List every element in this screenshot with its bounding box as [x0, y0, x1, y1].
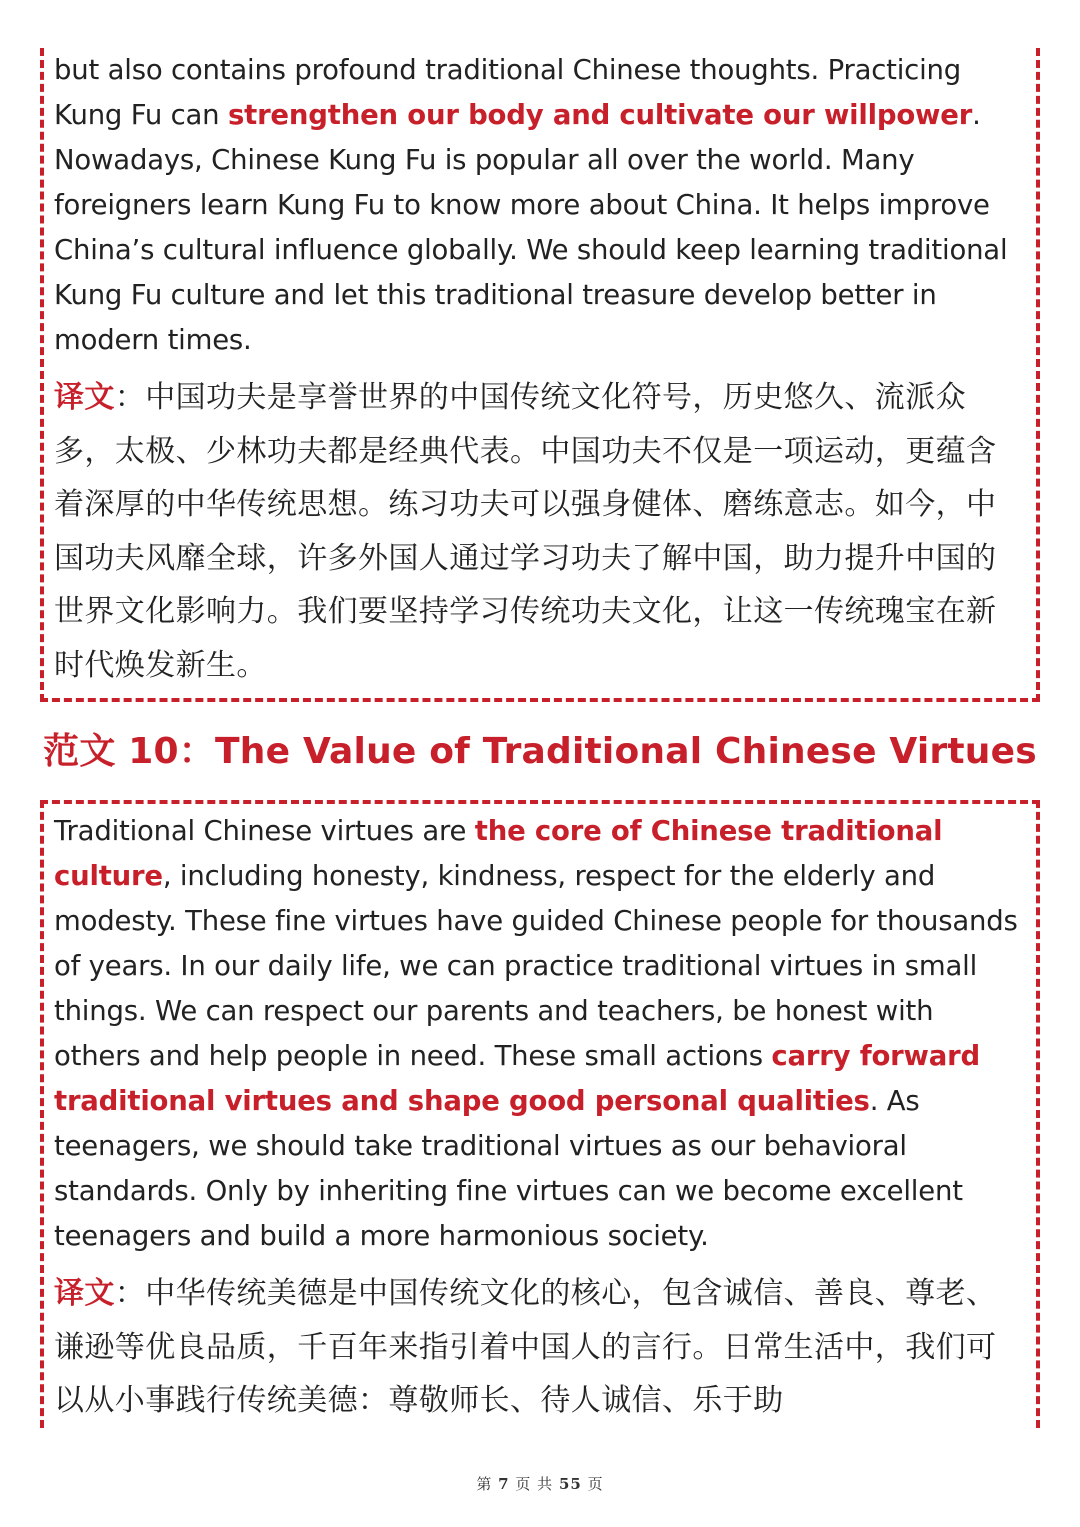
- page-total: 55: [558, 1475, 582, 1493]
- page-number: 7: [498, 1475, 510, 1493]
- essay-9-box: [40, 48, 1040, 702]
- essay-10-highlight-1: the core of Chinese traditional culture: [54, 815, 943, 892]
- essay-10-translation: [44, 1267, 1036, 1428]
- translation-text: ：中华传统美德是中国传统文化的核心，包含诚信、善良、尊老、谦逊等优良品质，千百年来指引着中国人的言行。日常生活中，我们可以从小事践行传统美德：尊敬师长、待人诚信、乐于助: [54, 1276, 997, 1418]
- essay-9-text-2: . Nowadays, Chinese Kung Fu is popular all over the world. Many foreigners learn Kung Fu to know more about China. It helps improve China’s cultural influence globally. We should keep learning traditional Kung Fu culture and let this traditional treasure develop better in modern times.: [54, 99, 1008, 356]
- essay-9-translation: [44, 371, 1036, 692]
- essay-10-box: [40, 800, 1040, 1428]
- essay-9-english-paragraph: [44, 48, 1036, 363]
- footer-middle: 页 共: [515, 1475, 554, 1493]
- translation-label: 译文: [54, 1276, 115, 1311]
- translation-text: ：中国功夫是享誉世界的中国传统文化符号，历史悠久、流派众多，太极、少林功夫都是经典代表。中国功夫不仅是一项运动，更蕴含着深厚的中华传统思想。练习功夫可以强身健体、磨练意志。如今，中国功夫风靡全球，许多外国人通过学习功夫了解中国，助力提升中国的世界文化影响力。我们要坚持学习传统功夫文化，让这一传统瑰宝在新时代焕发新生。: [54, 380, 997, 683]
- essay-10-english-paragraph: [44, 804, 1036, 1259]
- translation-label: 译文: [54, 380, 115, 415]
- essay-9-text-1: but also contains profound traditional Chinese thoughts. Practicing Kung Fu can: [54, 54, 962, 131]
- essay-10-text-1: Traditional Chinese virtues are: [54, 815, 475, 847]
- footer-suffix: 页: [587, 1475, 604, 1493]
- page-footer: [0, 1473, 1080, 1494]
- essay-10-highlight-2: carry forward traditional virtues and shape good personal qualities: [54, 1040, 980, 1117]
- essay-10-text-2: , including honesty, kindness, respect for the elderly and modesty. These fine virtues have guided Chinese people for thousands of years. In our daily life, we can practice traditional virtues in small things. We can respect our parents and teachers, be honest with others and help people in need. These small actions: [54, 860, 1018, 1072]
- essay-9-highlight-1: strengthen our body and cultivate our willpower: [227, 99, 973, 131]
- essay-10-title: 范文 10：The Value of Traditional Chinese Virtues: [43, 731, 1037, 772]
- essay-10-text-3: . As teenagers, we should take traditional virtues as our behavioral standards. Only by inheriting fine virtues can we become excellent teenagers and build a more harmonious society.: [54, 1085, 963, 1252]
- footer-prefix: 第: [476, 1475, 493, 1493]
